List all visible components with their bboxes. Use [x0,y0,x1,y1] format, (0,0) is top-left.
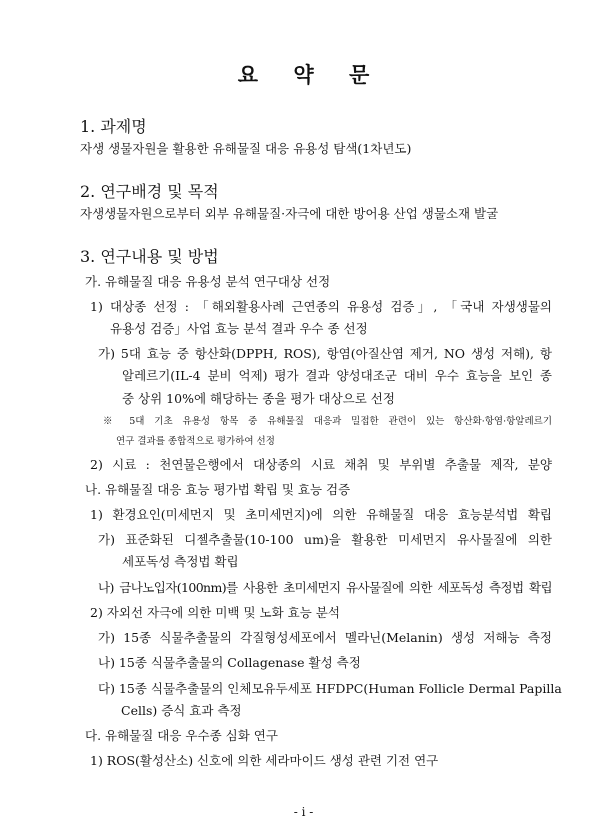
list-item: 다) 15종 식물추출물의 인체모유두세포 HFDPC(Human Follicle Dermal Papilla [98,681,562,696]
list-item: 가) 15종 식물추출물의 각질형성세포에서 멜라닌(Melanin) 생성 저해능 측정 [98,630,552,645]
list-item: 2) 시료 : 천연물은행에서 대상종의 시료 채취 및 부위별 추출물 제작, 분양 [90,457,552,472]
list-item-cont: 세포독성 측정법 확립 [122,554,239,569]
section-body-1: 자생 생물자원을 활용한 유해물질 대응 유용성 탐색(1차년도) [80,141,412,156]
list-item-cont: 알레르기(IL-4 분비 억제) 평가 결과 양성대조군 대비 우수 효능을 보인 종 [122,368,552,383]
list-item: 나) 15종 식물추출물의 Collagenase 활성 측정 [98,655,361,670]
list-item-cont: Cells) 증식 효과 측정 [121,703,242,718]
section-heading-3: 3. 연구내용 및 방법 [80,247,219,266]
list-item: 나) 금나노입자(100nm)를 사용한 초미세먼지 유사물질에 의한 세포독성 측정법 확립 [98,580,552,595]
section-heading-1: 1. 과제명 [80,117,147,136]
list-item-cont: 유용성 검증」사업 효능 분석 결과 우수 종 선정 [110,321,368,336]
list-item-cont: 중 상위 10%에 해당하는 종을 평가 대상으로 선정 [122,391,395,406]
section-body-2: 자생생물자원으로부터 외부 유해물질·자극에 대한 방어용 산업 생물소재 발굴 [80,206,499,221]
page-title: 요 약 문 [237,62,370,87]
subsection-heading: 다. 유해물질 대응 우수종 심화 연구 [85,728,278,743]
page-number: - i - [293,805,314,819]
note-cont: 연구 결과를 종합적으로 평가하여 선정 [116,436,275,447]
section-heading-2: 2. 연구배경 및 목적 [80,182,219,201]
list-item: 가) 표준화된 디젤추출물(10-100 um)을 활용한 미세먼지 유사물질에 의한 [98,532,552,547]
list-item: 가) 5대 효능 중 항산화(DPPH, ROS), 항염(아질산염 제거, NO 생성 저해), 항 [98,346,552,361]
subsection-heading: 가. 유해물질 대응 유용성 분석 연구대상 선정 [85,274,331,289]
list-item: 1) ROS(활성산소) 신호에 의한 세라마이드 생성 관련 기전 연구 [90,753,439,768]
list-item: 1) 대상종 선정 : 「해외활용사례 근연종의 유용성 검증」, 「국내 자생생물의 [90,299,552,314]
list-item: 2) 자외선 자극에 의한 미백 및 노화 효능 분석 [90,605,340,620]
note: ※ 5대 기초 유용성 항목 중 유해물질 대응과 밀접한 관련이 있는 항산화·항염·항알레르기 [103,416,552,427]
subsection-heading: 나. 유해물질 대응 효능 평가법 확립 및 효능 검증 [85,482,351,497]
list-item: 1) 환경요인(미세먼지 및 초미세먼지)에 의한 유해물질 대응 효능분석법 확립 [90,507,552,522]
